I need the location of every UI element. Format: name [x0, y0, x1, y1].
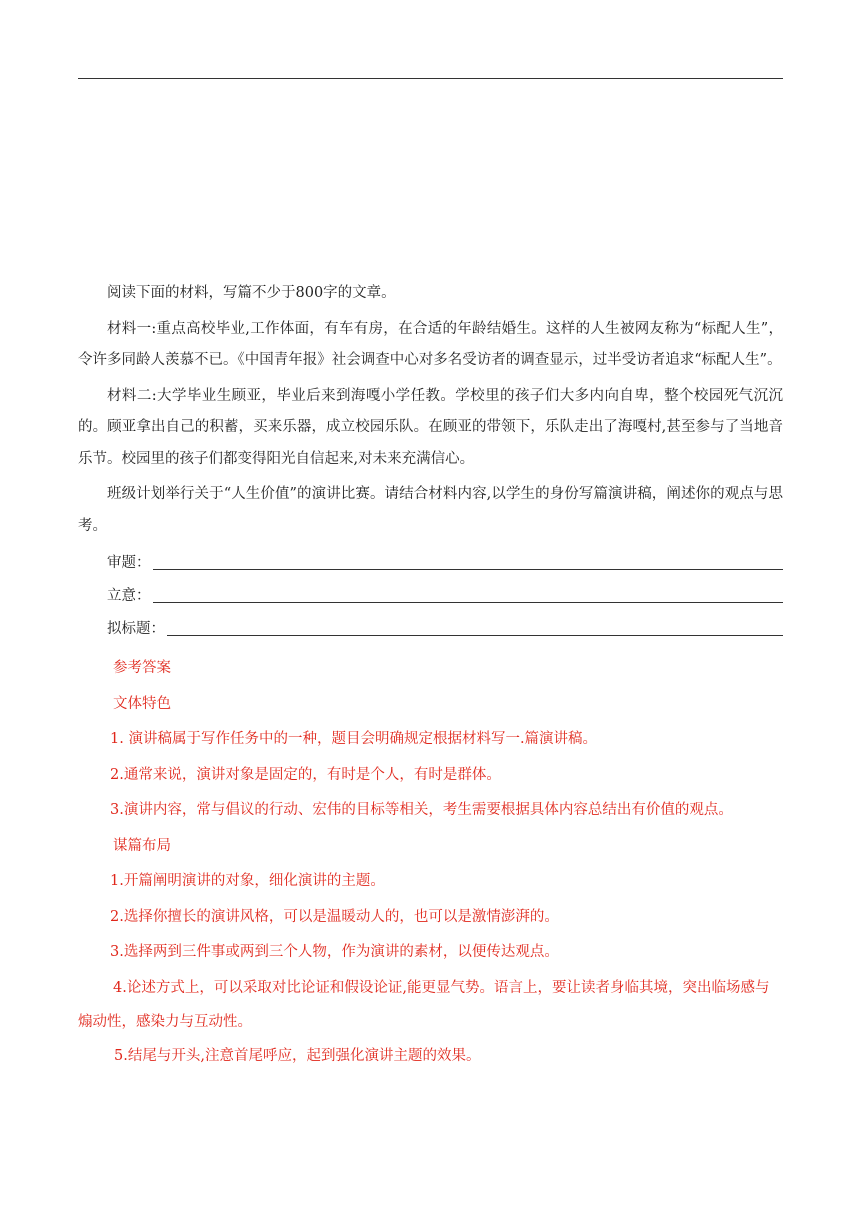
style-item: 3.演讲内容，常与倡议的行动、宏伟的目标等相关，考生需要根据具体内容总结出有价值的观点。: [110, 802, 733, 818]
reference-answer-section: [78, 651, 783, 1074]
material-one-text: 材料一:重点高校毕业,工作体面，有车有房，在合适的年龄结婚生。这样的人生被网友称为“标配人生”，令许多同龄人羡慕不已。《中国青年报》社会调查中心对多名受访者的调查显示，过半受访者追求“标配人生”。: [78, 320, 783, 368]
header-rule: [78, 78, 783, 79]
shen-ti-blank[interactable]: [153, 569, 784, 570]
document-body: [78, 278, 783, 1074]
task-text: 班级计划举行关于“人生价值”的演讲比赛。请结合材料内容,以学生的身份写篇演讲稿，阐述你的观点与思考。: [78, 486, 783, 534]
layout-item: 4.论述方式上，可以采取对比论证和假设论证,能更显气势。语言上，要让读者身临其境，突出临场感与煽动性，感染力与互动性。: [78, 979, 770, 1030]
style-item: 2.通常来说，演讲对象是固定的，有时是个人，有时是群体。: [110, 766, 501, 783]
li-yi-field[interactable]: [78, 579, 783, 612]
answer-title: 参考答案: [113, 660, 171, 676]
material-two-text: 材料二:大学毕业生顾亚，毕业后来到海嘎小学任教。学校里的孩子们大多内向自卑，整个校园死气沉沉的。顾亚拿出自己的积蓄，买来乐器，成立校园乐队。在顾亚的带领下，乐队走出了海嘎村,甚至参与了当地音乐节。校园里的孩子们都变得阳光自信起来,对未来充满信心。: [78, 387, 783, 467]
layout-item: 1.开篇阐明演讲的对象，细化演讲的主题。: [110, 873, 385, 889]
style-item: 1. 演讲稿属于写作任务中的一种，题目会明确规定根据材料写一.篇演讲稿。: [110, 731, 598, 747]
layout-item: 3.选择两到三件事或两到三个人物，作为演讲的素材，以便传达观点。: [110, 944, 559, 960]
li-yi-blank[interactable]: [153, 602, 784, 603]
layout-section-heading: 谋篇布局: [113, 837, 171, 854]
shen-ti-field[interactable]: [78, 546, 783, 579]
instruction-text: 阅读下面的材料，写篇不少于800字的文章。: [107, 285, 396, 301]
ni-biao-ti-label: 拟标题：: [107, 620, 165, 637]
shen-ti-label: 审题：: [107, 554, 151, 571]
layout-item: 5.结尾与开头,注意首尾呼应，起到强化演讲主题的效果。: [114, 1047, 481, 1064]
ni-biao-ti-blank[interactable]: [167, 635, 783, 636]
li-yi-label: 立意：: [107, 587, 151, 604]
style-section-heading: 文体特色: [113, 695, 171, 712]
ni-biao-ti-field[interactable]: [78, 612, 783, 645]
layout-item: 2.选择你擅长的演讲风格，可以是温暖动人的，也可以是激情澎湃的。: [110, 908, 559, 925]
